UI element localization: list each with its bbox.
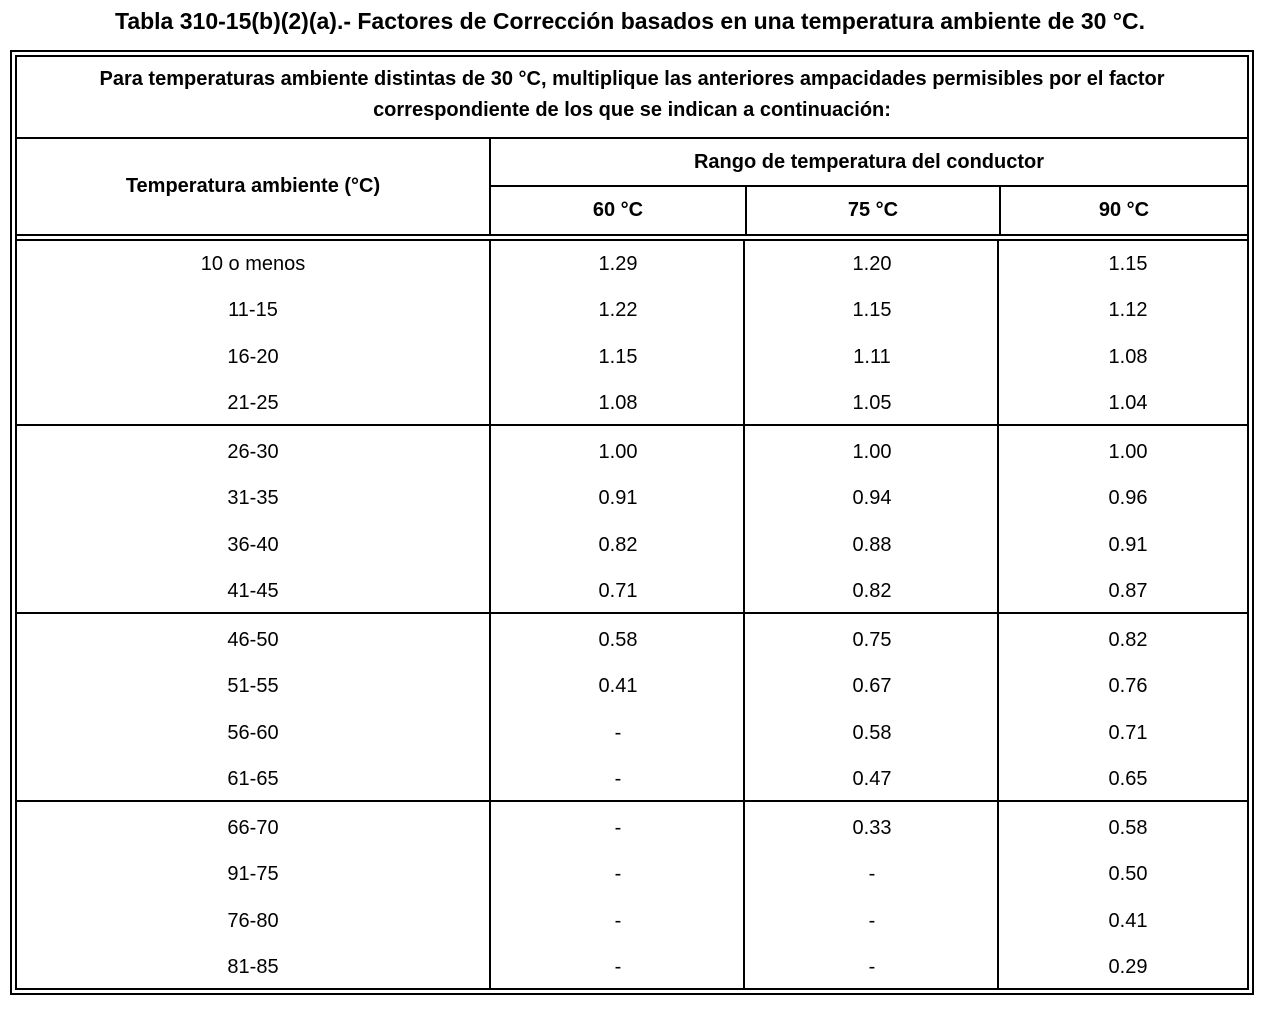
- cell-60c: -: [614, 909, 622, 932]
- cell-ambient: 76-80: [227, 909, 279, 932]
- cell-75c: 0.82: [852, 579, 892, 602]
- cell-75c: -: [868, 909, 876, 932]
- cell-75c: 1.15: [852, 299, 892, 322]
- cell-75c: 0.88: [852, 533, 892, 556]
- table-title: Tabla 310-15(b)(2)(a).- Factores de Corrección basados en una temperatura ambiente de 30 °C.: [114, 8, 1145, 34]
- cell-60c: 0.91: [598, 487, 638, 510]
- cell-60c: -: [614, 955, 622, 978]
- cell-60c: 1.08: [598, 391, 638, 414]
- header-col-90: 90 °C: [999, 187, 1247, 234]
- cell-ambient: 26-30: [227, 441, 279, 463]
- cell-ambient: 21-25: [227, 391, 279, 414]
- cell-60c: 0.71: [598, 579, 638, 602]
- cell-ambient: 10 o menos: [200, 253, 306, 275]
- column-divider: [489, 239, 491, 988]
- cell-60c: 1.00: [598, 441, 638, 463]
- table-row: [17, 898, 1247, 944]
- table-row: [17, 663, 1247, 709]
- cell-ambient: 16-20: [227, 345, 279, 368]
- intro-line-2: correspondiente de los que se indican a continuación:: [373, 99, 891, 121]
- intro-line-1: Para temperaturas ambiente distintas de 30 °C, multiplique las anteriores ampacidades permisibles por el factor: [99, 68, 1165, 90]
- cell-75c: 0.33: [852, 817, 892, 839]
- cell-90c: 0.71: [1108, 721, 1148, 744]
- cell-ambient: 51-55: [227, 675, 279, 698]
- cell-90c: 0.29: [1108, 955, 1148, 978]
- cell-60c: -: [614, 721, 622, 744]
- table-header: [17, 139, 1247, 236]
- cell-90c: 1.15: [1108, 253, 1148, 275]
- cell-90c: 0.65: [1108, 767, 1148, 790]
- cell-ambient: 66-70: [227, 817, 279, 839]
- cell-75c: 1.11: [853, 345, 891, 368]
- table-row: [17, 851, 1247, 897]
- table-row: [17, 380, 1247, 426]
- table-row: [17, 617, 1247, 663]
- cell-75c: 0.75: [852, 629, 892, 651]
- table-row: [17, 805, 1247, 851]
- header-ambient-temperature: Temperatura ambiente (°C): [17, 139, 491, 234]
- row-group: [17, 241, 1247, 426]
- table-row: [17, 429, 1247, 475]
- cell-90c: 1.12: [1108, 299, 1148, 322]
- row-group: [17, 617, 1247, 802]
- cell-ambient: 46-50: [227, 629, 279, 651]
- header-col-75: 75 °C: [745, 187, 999, 234]
- cell-ambient: 91-75: [227, 863, 279, 886]
- table-row: [17, 944, 1247, 990]
- table-row: [17, 756, 1247, 802]
- cell-ambient: 36-40: [227, 533, 279, 556]
- cell-90c: 0.96: [1108, 487, 1148, 510]
- cell-ambient: 11-15: [228, 299, 278, 322]
- table-row: [17, 334, 1247, 380]
- cell-90c: 1.08: [1108, 345, 1148, 368]
- cell-90c: 0.82: [1108, 629, 1148, 651]
- cell-90c: 0.58: [1108, 817, 1148, 839]
- cell-60c: -: [614, 767, 622, 790]
- table-row: [17, 568, 1247, 614]
- cell-90c: 0.50: [1108, 863, 1148, 886]
- cell-60c: 1.22: [598, 299, 638, 322]
- cell-60c: 1.29: [598, 253, 638, 275]
- row-group: [17, 429, 1247, 614]
- cell-90c: 0.91: [1108, 533, 1148, 556]
- cell-90c: 0.87: [1108, 579, 1148, 602]
- cell-75c: -: [868, 863, 876, 886]
- cell-ambient: 56-60: [227, 721, 279, 744]
- cell-60c: -: [614, 863, 622, 886]
- cell-75c: 1.00: [852, 441, 892, 463]
- cell-ambient: 81-85: [227, 955, 279, 978]
- table-row: [17, 241, 1247, 287]
- cell-60c: 0.58: [598, 629, 638, 651]
- cell-ambient: 41-45: [227, 579, 279, 602]
- table-row: [17, 710, 1247, 756]
- cell-75c: 0.67: [852, 675, 892, 698]
- cell-75c: 1.05: [852, 391, 892, 414]
- table: [15, 55, 1249, 990]
- header-col-60: 60 °C: [592, 199, 644, 221]
- row-group: [17, 805, 1247, 990]
- cell-90c: 0.76: [1108, 675, 1148, 698]
- cell-60c: 1.15: [598, 345, 638, 368]
- cell-75c: 0.58: [852, 721, 892, 744]
- cell-ambient: 31-35: [227, 487, 279, 510]
- cell-ambient: 61-65: [227, 767, 279, 790]
- cell-90c: 1.00: [1108, 441, 1148, 463]
- table-row: [17, 522, 1247, 568]
- column-divider: [997, 239, 999, 988]
- cell-75c: -: [868, 955, 876, 978]
- table-row: [17, 287, 1247, 333]
- cell-75c: 1.20: [852, 253, 892, 275]
- cell-75c: 0.47: [852, 767, 892, 790]
- table-body: [17, 239, 1247, 988]
- cell-60c: -: [614, 817, 622, 839]
- table-frame: [10, 50, 1254, 995]
- cell-60c: 0.82: [598, 533, 638, 556]
- cell-75c: 0.94: [852, 487, 892, 510]
- cell-60c: 0.41: [598, 675, 638, 698]
- header-conductor-range: Rango de temperatura del conductor: [491, 139, 1247, 187]
- intro-note: [17, 57, 1247, 139]
- cell-90c: 0.41: [1108, 909, 1148, 932]
- column-divider: [743, 239, 745, 988]
- table-row: [17, 475, 1247, 521]
- cell-90c: 1.04: [1108, 391, 1148, 414]
